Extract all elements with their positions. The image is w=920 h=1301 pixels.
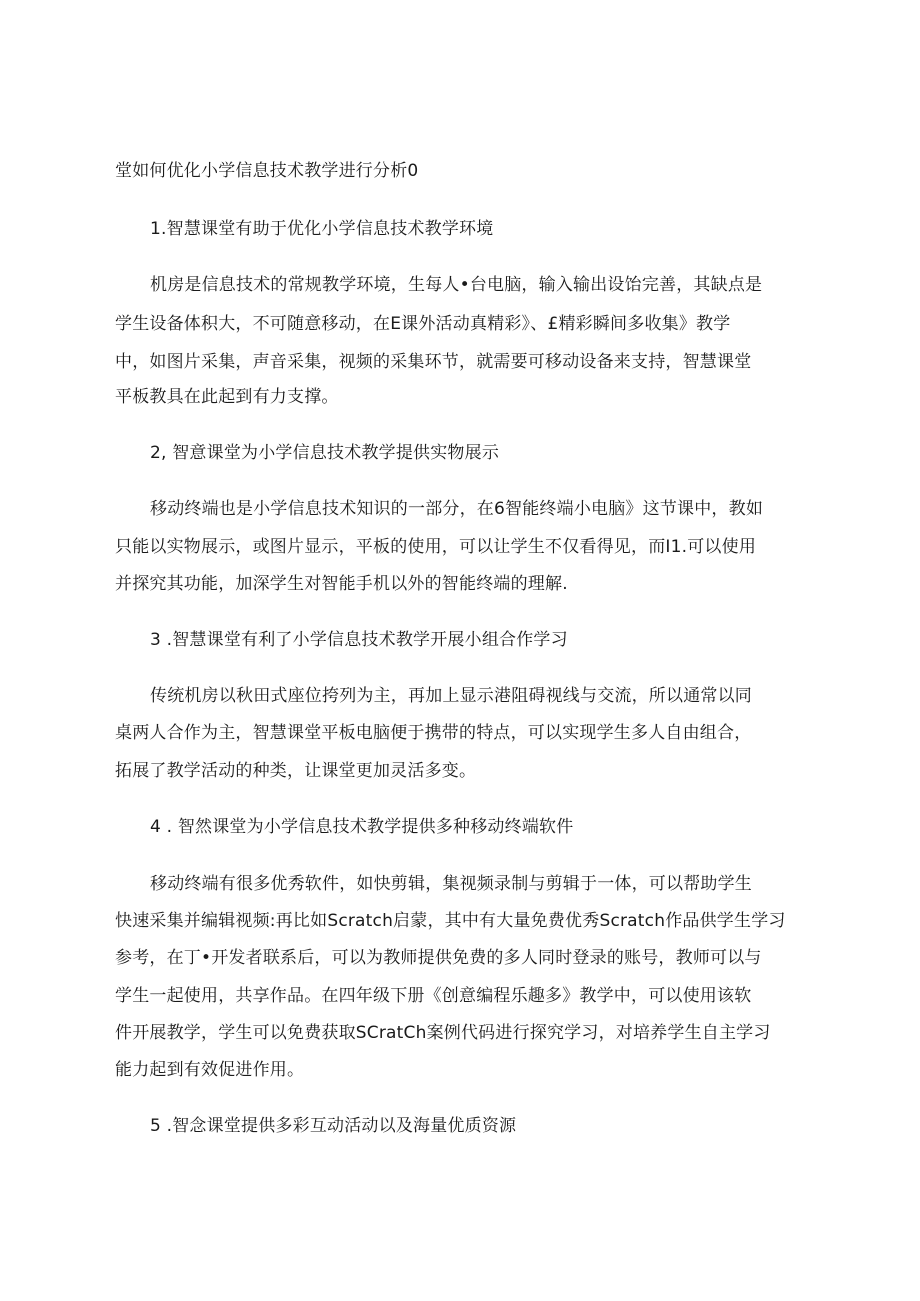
section-2-line-2: 只能以实物展示，或图片显示，平板的使用，可以让学生不仅看得见，而I1.可以使用 <box>115 537 757 557</box>
section-2-heading: 2, 智意课堂为小学信息技术教学提供实物展示 <box>150 443 500 463</box>
section-4-line-5: 件开展教学，学生可以免费获取SCratCh案例代码进行探究学习，对培养学生自主学习 <box>115 1023 771 1043</box>
intro-line: 堂如何优化小学信息技术教学进行分析0 <box>115 161 419 181</box>
section-3-line-1: 传统机房以秋田式座位挎列为主，再加上显示港阻碍视线与交流，所以通常以同 <box>150 686 752 706</box>
section-3-heading: 3 .智慧课堂有利了小学信息技术教学开展小组合作学习 <box>150 630 568 650</box>
section-4-line-4: 学生一起使用，共享作品。在四年级下册《创意编程乐趣多》教学中，可以使用该软 <box>115 986 752 1006</box>
section-1-line-1: 机房是信息技术的常规教学环境，生每人•台电脑，输入输出设饴完善，其缺点是 <box>150 275 763 295</box>
section-3-line-2: 桌两人合作为主，智慧课堂平板电脑便于携带的特点，可以实现学生多人自由组合， <box>115 723 752 743</box>
section-1-line-2: 学生设备体积大，不可随意移动，在E课外活动真精彩》、£精彩瞬间多收集》教学 <box>115 314 731 334</box>
section-3-line-3: 拓展了教学活动的种类，让课堂更加灵活多变。 <box>115 761 477 781</box>
section-1-heading: 1.智慧课堂有助于优化小学信息技术教学环境 <box>150 219 494 239</box>
section-4-line-2: 快速采集并编辑视频:再比如Scratch启蒙，其中有大量免费优秀Scratch作品供学生学习 <box>115 911 786 931</box>
section-4-heading: 4 . 智然课堂为小学信息技术教学提供多种移动终端软件 <box>150 817 574 837</box>
section-1-line-4: 平板教具在此起到有力支撑。 <box>115 387 339 407</box>
section-4-line-1: 移动终端有很多优秀软件，如快剪辑，集视频录制与剪辑于一体，可以帮助学生 <box>150 874 752 894</box>
section-4-line-6: 能力起到有效促进作用。 <box>115 1060 305 1080</box>
section-5-heading: 5 .智念课堂提供多彩互动活动以及海量优质资源 <box>150 1116 517 1136</box>
section-2-line-1: 移动终端也是小学信息技术知识的一部分，在6智能终端小电脑》这节课中，教如 <box>150 499 764 519</box>
section-2-line-3: 并探究其功能，加深学生对智能手机以外的智能终端的理解. <box>115 574 568 594</box>
section-1-line-3: 中，如图片采集，声音采集，视频的采集环节，就需要可移动设备来支持，智慧课堂 <box>115 352 752 372</box>
section-4-line-3: 参考，在丁•开发者联系后，可以为教师提供免费的多人同时登录的账号，教师可以与 <box>115 948 762 968</box>
